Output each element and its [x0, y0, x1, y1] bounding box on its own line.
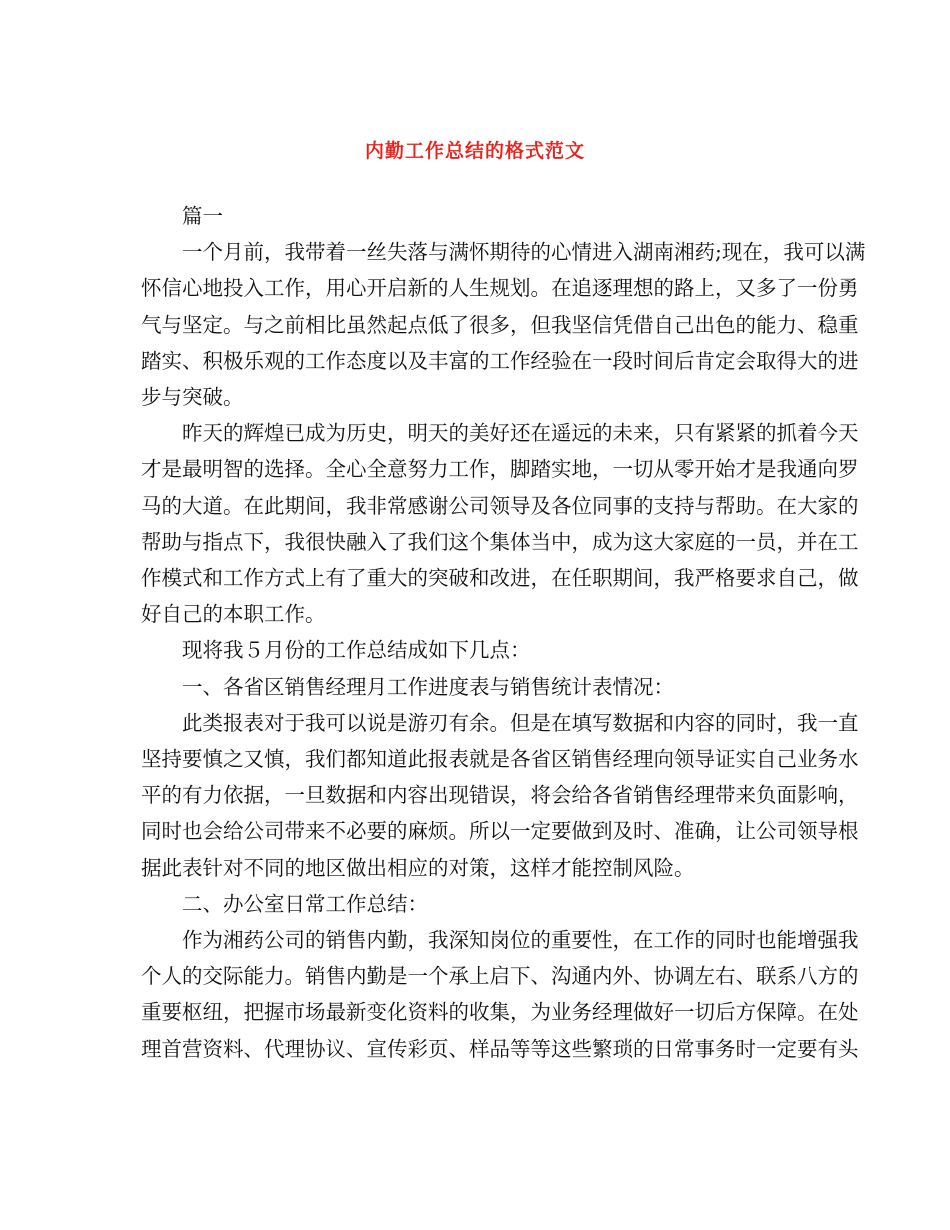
document-title: 内勤工作总结的格式范文	[364, 140, 585, 162]
heading-part-one: 篇一	[182, 204, 223, 228]
paragraph-line: 好自己的本职工作。	[141, 602, 326, 627]
paragraph-line: 一个月前，我带着一丝失落与满怀期待的心情进入湖南湘药;现在，我可以满	[182, 240, 866, 265]
paragraph-line: 理首营资料、代理协议、宣传彩页、样品等等这些繁琐的日常事务时一定要有头	[141, 1036, 859, 1061]
section-heading-1: 一、各省区销售经理月工作进度表与销售统计表情况：	[182, 674, 674, 699]
paragraph-line: 昨天的辉煌已成为历史，明天的美好还在遥远的未来，只有紧紧的抓着今天	[182, 421, 859, 446]
paragraph-line: 步与突破。	[141, 385, 244, 410]
paragraph-4	[141, 705, 859, 886]
paragraph-line: 坚持要慎之又慎，我们都知道此报表就是各省区销售经理向领导证实自己业务水	[141, 747, 859, 772]
paragraph-3: 现将我５月份的工作总结成如下几点：	[182, 638, 531, 663]
paragraph-line: 气与坚定。与之前相比虽然起点低了很多，但我坚信凭借自己出色的能力、稳重	[141, 312, 859, 337]
paragraph-line: 个人的交际能力。销售内勤是一个承上启下、沟通内外、协调左右、联系八方的	[141, 964, 859, 989]
paragraph-line: 帮助与指点下，我很快融入了我们这个集体当中，成为这大家庭的一员，并在工	[141, 529, 859, 554]
paragraph-line: 作模式和工作方式上有了重大的突破和改进，在任职期间，我严格要求自己，做	[141, 566, 859, 591]
paragraph-line: 踏实、积极乐观的工作态度以及丰富的工作经验在一段时间后肯定会取得大的进	[141, 348, 859, 373]
paragraph-line: 马的大道。在此期间，我非常感谢公司领导及各位同事的支持与帮助。在大家的	[141, 493, 859, 518]
section-heading-2: 二、办公室日常工作总结：	[182, 891, 428, 916]
document-body	[141, 198, 866, 1067]
paragraph-line: 怀信心地投入工作，用心开启新的人生规划。在追逐理想的路上，又多了一份勇	[141, 276, 859, 301]
paragraph-line: 重要枢纽，把握市场最新变化资料的收集，为业务经理做好一切后方保障。在处	[141, 1000, 859, 1025]
paragraph-1	[141, 234, 866, 415]
paragraph-line: 据此表针对不同的地区做出相应的对策，这样才能控制风险。	[141, 855, 695, 880]
paragraph-line: 同时也会给公司带来不必要的麻烦。所以一定要做到及时、准确，让公司领导根	[141, 819, 859, 844]
paragraph-2	[141, 415, 859, 632]
paragraph-5	[141, 922, 859, 1067]
paragraph-line: 此类报表对于我可以说是游刃有余。但是在填写数据和内容的同时，我一直	[182, 710, 859, 735]
paragraph-line: 才是最明智的选择。全心全意努力工作，脚踏实地，一切从零开始才是我通向罗	[141, 457, 859, 482]
paragraph-line: 作为湘药公司的销售内勤，我深知岗位的重要性，在工作的同时也能增强我	[182, 928, 859, 953]
paragraph-line: 平的有力依据，一旦数据和内容出现错误，将会给各省销售经理带来负面影响，	[141, 783, 859, 808]
